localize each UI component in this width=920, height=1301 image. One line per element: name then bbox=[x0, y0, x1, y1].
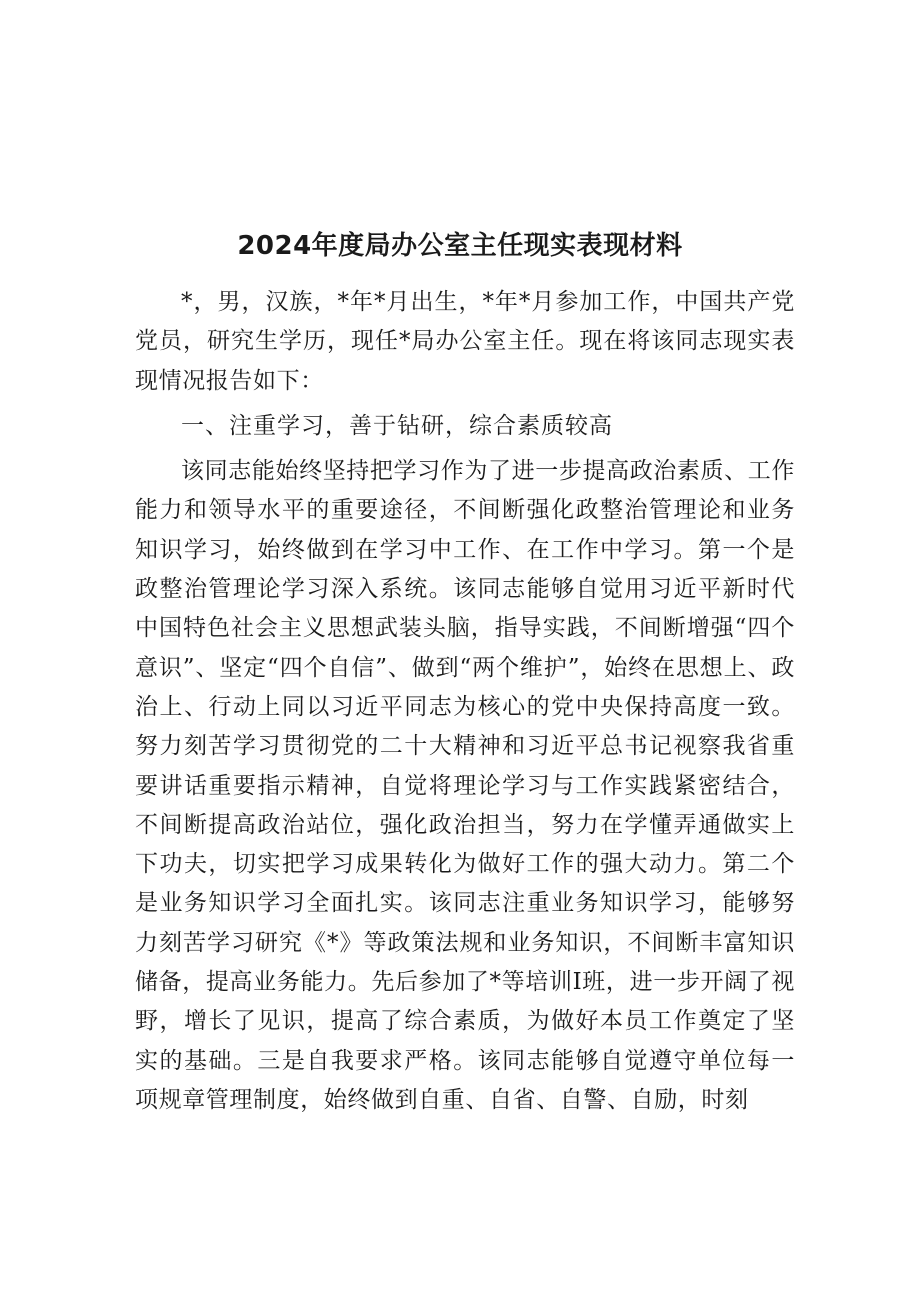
section-heading: 一、注重学习，善于钻研，综合素质较高 bbox=[181, 412, 613, 439]
intro-paragraph: *，男，汉族，*年*月出生，*年*月参加工作，中国共产党党员，研究生学历，现任*局办公室主任。现在将该同志现实表现情况报告如下： bbox=[135, 289, 795, 394]
document-body bbox=[135, 283, 795, 1120]
body-paragraph: 该同志能始终坚持把学习作为了进一步提高政治素质、工作能力和领导水平的重要途径，不间断强化政整治管理论和业务知识学习，始终做到在学习中工作、在工作中学习。第一个是政整治管理论学习深入系统。该同志能够自觉用习近平新时代中国特色社会主义思想武装头脑，指导实践，不间断增强“四个意识”、坚定“四个自信”、做到“两个维护”，始终在思想上、政治上、行动上同以习近平同志为核心的党中央保持高度一致。努力刻苦学习贯彻党的二十大精神和习近平总书记视察我省重要讲话重要指示精神，自觉将理论学习与工作实践紧密结合，不间断提高政治站位，强化政治担当，努力在学懂弄通做实上下功夫，切实把学习成果转化为做好工作的强大动力。第二个是业务知识学习全面扎实。该同志注重业务知识学习，能够努力刻苦学习研究《*》等政策法规和业务知识，不间断丰富知识储备，提高业务能力。先后参加了*等培训I班，进一步开阔了视野，增长了见识，提高了综合素质，为做好本员工作奠定了坚实的基础。三是自我要求严格。该同志能够自觉遵守单位每一项规章管理制度，始终做到自重、自省、自警、自励，时刻 bbox=[135, 458, 795, 1113]
document-title: 2024年度局办公室主任现实表现材料 bbox=[237, 231, 683, 261]
